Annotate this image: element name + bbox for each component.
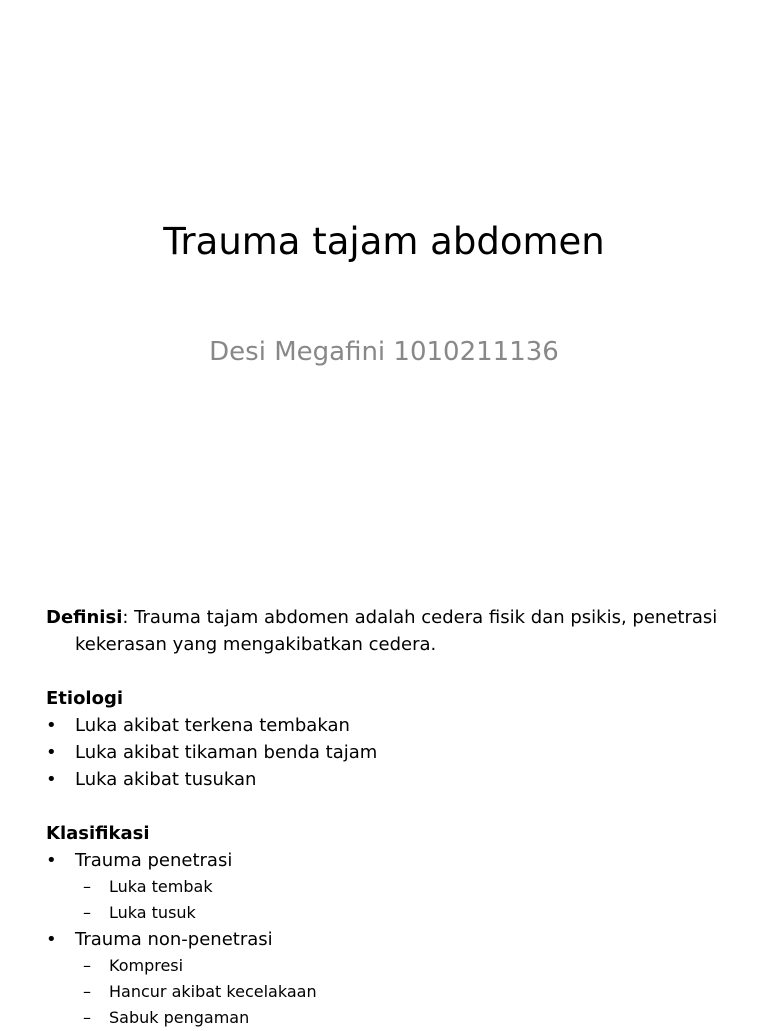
bullet-icon: • xyxy=(46,742,57,763)
classification-heading: Klasifikasi xyxy=(46,823,150,844)
spacer xyxy=(46,793,746,820)
bullet-icon: • xyxy=(46,715,57,736)
sub-list-item xyxy=(46,900,746,926)
list-item xyxy=(46,739,746,766)
definition-label: Definisi xyxy=(46,607,123,628)
dash-icon: – xyxy=(83,956,91,975)
bullet-icon: • xyxy=(46,769,57,790)
sub-item-text: Kompresi xyxy=(109,956,184,975)
bullet-icon: • xyxy=(46,850,57,871)
content-slide xyxy=(0,576,768,1027)
definition-text: Trauma tajam abdomen adalah cedera fisik dan psikis, penetrasi kekerasan yang mengakibatkan cedera. xyxy=(75,607,718,655)
spacer xyxy=(46,658,746,685)
classification-group-label: Trauma penetrasi xyxy=(75,850,233,871)
sub-list-item xyxy=(46,874,746,900)
bullet-icon: • xyxy=(46,929,57,950)
sub-list-item xyxy=(46,953,746,979)
list-item xyxy=(46,712,746,739)
list-item xyxy=(46,847,746,874)
sub-item-text: Sabuk pengaman xyxy=(109,1008,250,1027)
slide-subtitle: Desi Megafini 1010211136 xyxy=(209,337,559,367)
etiology-item-text: Luka akibat tusukan xyxy=(75,769,257,790)
slide-title: Trauma tajam abdomen xyxy=(163,220,605,263)
definition-paragraph xyxy=(46,604,746,658)
sub-list-item xyxy=(46,1005,746,1031)
classification-group-label: Trauma non-penetrasi xyxy=(75,929,273,950)
content-body xyxy=(46,604,746,1031)
sub-item-text: Hancur akibat kecelakaan xyxy=(109,982,317,1001)
definition-separator: : xyxy=(122,607,129,628)
list-item xyxy=(46,766,746,793)
sub-item-text: Luka tusuk xyxy=(109,903,196,922)
list-item xyxy=(46,926,746,953)
etiology-heading: Etiologi xyxy=(46,688,124,709)
dash-icon: – xyxy=(83,1008,91,1027)
etiology-item-text: Luka akibat terkena tembakan xyxy=(75,715,350,736)
dash-icon: – xyxy=(83,982,91,1001)
sub-list-item xyxy=(46,979,746,1005)
sub-item-text: Luka tembak xyxy=(109,877,213,896)
dash-icon: – xyxy=(83,903,91,922)
dash-icon: – xyxy=(83,877,91,896)
etiology-item-text: Luka akibat tikaman benda tajam xyxy=(75,742,378,763)
